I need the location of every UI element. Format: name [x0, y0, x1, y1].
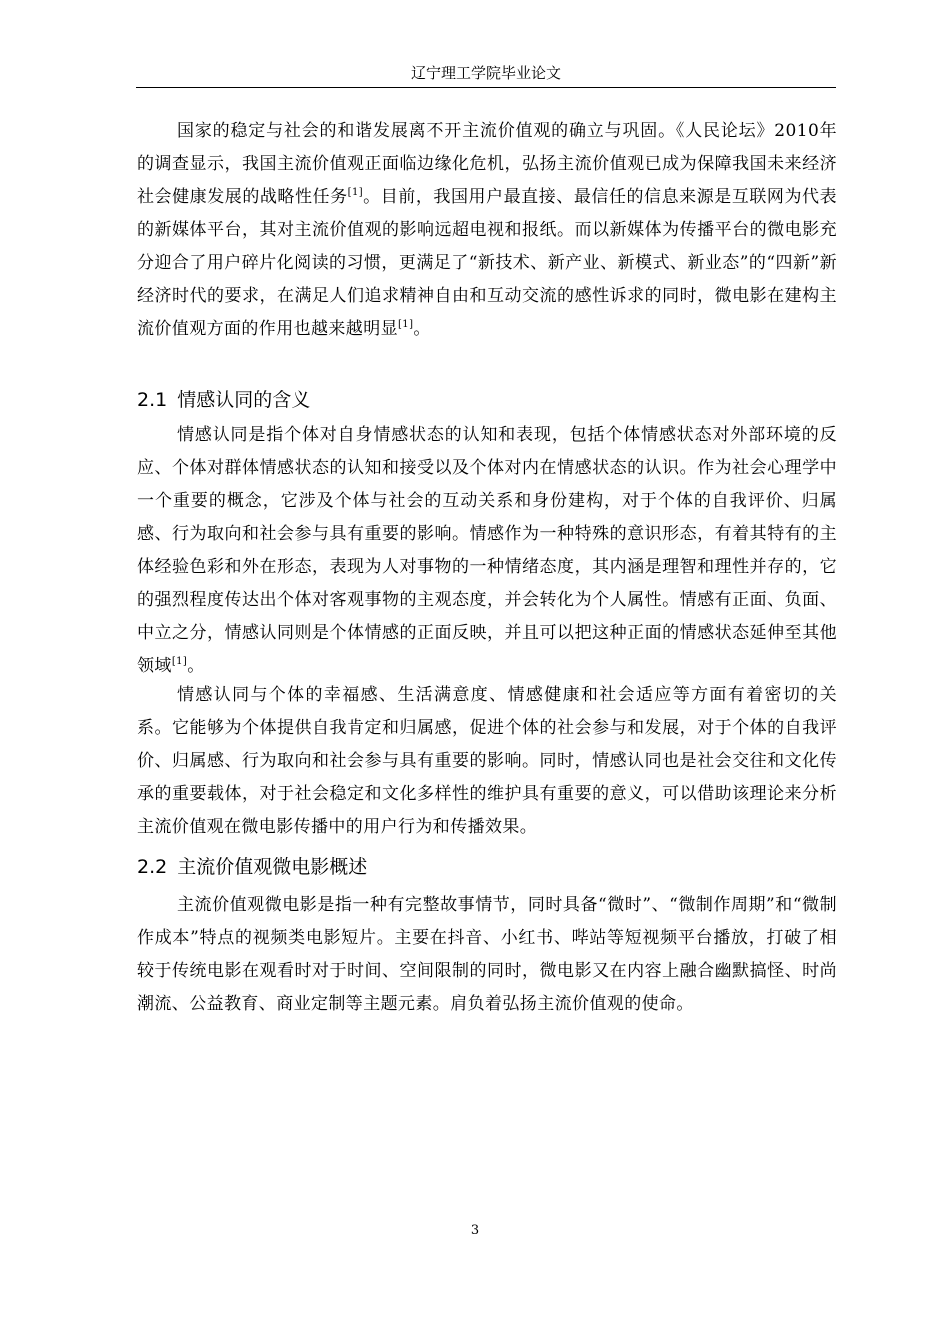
intro-text: 国家的稳定与社会的和谐发展离不开主流价值观的确立与巩固。《人民论坛》2010年的调查显示，我国主流价值观正面临边缘化危机，弘扬主流价值观已成为保障我国未来经济社会健康发展的战略性任务 [137, 121, 837, 207]
section-2-1-paragraph-2 [137, 679, 837, 844]
paragraph-end: 。 [187, 656, 205, 676]
section-2-1-paragraph-1 [137, 419, 837, 683]
citation-ref: [1] [171, 656, 188, 667]
intro-paragraph [137, 115, 837, 346]
citation-ref: [1] [347, 187, 364, 198]
section-number: 2.2 [137, 856, 168, 878]
intro-text-continued: 。目前，我国用户最直接、最信任的信息来源是互联网为代表的新媒体平台，其对主流价值观的影响远超电视和报纸。而以新媒体为传播平台的微电影充分迎合了用户碎片化阅读的习惯，更满足了“新技术、新产业、新模式、新业态”的“四新”新经济时代的要求，在满足人们追求精神自由和互动交流的感性诉求的同时，微电影在建构主流价值观方面的作用也越来越明显 [137, 187, 837, 339]
paragraph-text: 情感认同是指个体对自身情感状态的认知和表现，包括个体情感状态对外部环境的反应、个体对群体情感状态的认知和接受以及个体对内在情感状态的认识。作为社会心理学中一个重要的概念，它涉及个体与社会的互动关系和身份建构，对于个体的自我评价、归属感、行为取向和社会参与具有重要的影响。情感作为一种特殊的意识形态，有着其特有的主体经验色彩和外在形态，表现为人对事物的一种情绪态度，其内涵是理智和理性并存的，它的强烈程度传达出个体对客观事物的主观态度，并会转化为个人属性。情感有正面、负面、中立之分，情感认同则是个体情感的正面反映，并且可以把这种正面的情感状态延伸至其他领域 [137, 425, 837, 676]
header-title: 辽宁理工学院毕业论文 [410, 64, 561, 82]
section-title: 情感认同的含义 [177, 389, 311, 411]
paragraph-text: 情感认同与个体的幸福感、生活满意度、情感健康和社会适应等方面有着密切的关系。它能够为个体提供自我肯定和归属感，促进个体的社会参与和发展，对于个体的自我评价、归属感、行为取向和社会参与具有重要的影响。同时，情感认同也是社会交往和文化传承的重要载体，对于社会稳定和文化多样性的维护具有重要的意义，可以借助该理论来分析主流价值观在微电影传播中的用户行为和传播效果。 [137, 685, 837, 837]
intro-end: 。 [413, 319, 431, 339]
paragraph-text: 主流价值观微电影是指一种有完整故事情节，同时具备“微时”、“微制作周期”和“微制作成本”特点的视频类电影短片。主要在抖音、小红书、哔站等短视频平台播放，打破了相较于传统电影在观看时对于时间、空间限制的同时，微电影又在内容上融合幽默搞怪、时尚潮流、公益教育、商业定制等主题元素。肩负着弘扬主流价值观的使命。 [137, 895, 837, 1014]
section-2-2-paragraph-1 [137, 889, 837, 1021]
citation-ref: [1] [398, 319, 414, 330]
section-number: 2.1 [137, 389, 168, 411]
section-heading-2-1 [137, 386, 837, 414]
page-number: 3 [470, 1223, 480, 1238]
page-header [136, 63, 836, 83]
section-title: 主流价值观微电影概述 [177, 856, 368, 878]
header-rule [136, 87, 836, 88]
section-heading-2-2 [137, 853, 837, 881]
